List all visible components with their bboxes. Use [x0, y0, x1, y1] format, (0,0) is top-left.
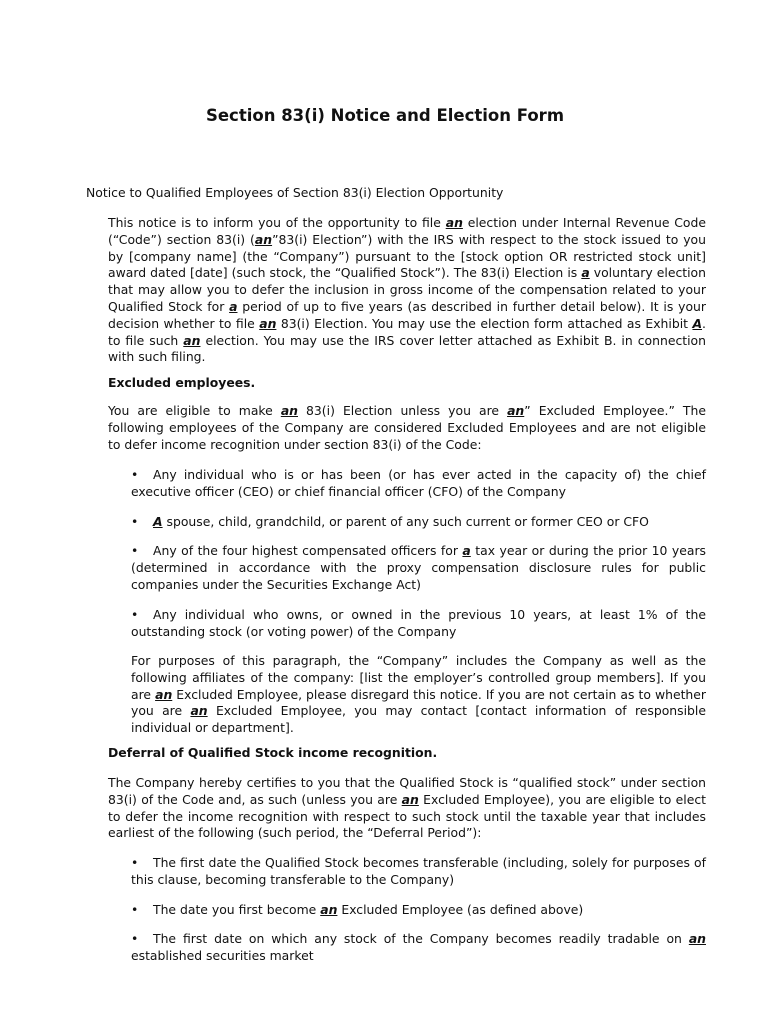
excluded-bullet-owners: • Any individual who owns, or owned in the previous 10 years, at least 1% of the outstanding stock (or voting power) of the Company [131, 607, 706, 639]
excluded-employees-heading: Excluded employees. [108, 375, 256, 390]
bullet-icon: • [131, 607, 139, 622]
form-title: Section 83(i) Notice and Election Form [205, 106, 565, 125]
excluded-bullet-officers: • Any of the four highest compensated officers for a tax year or during the prior 10 years (determined in accordance with the proxy compensation disclosure rules for public companies under the Securities Exchange Act) [131, 543, 706, 592]
purposes-paragraph: For purposes of this paragraph, the “Company” includes the Company as well as the following affiliates of the company: [list the employer’s controlled group members]. If you are an Excluded Employee, please disregard this notice. If you are not certain as to whether you are an Excluded Employee, you may contact [contact information of responsible individual or department]. [131, 653, 706, 736]
notice-paragraph: This notice is to inform you of the opportunity to file an election under Internal Revenue Code (“Code”) section 83(i) (an”83(i) Election”) with the IRS with respect to the stock issued to you by [company name] (the “Company”) pursuant to the [stock option OR restricted stock unit] award dated [date] (such stock, the “Qualified Stock”). The 83(i) Election is a voluntary election that may allow you to defer the inclusion in gross income of the compensation related to your Qualified Stock for a period of up to five years (as described in further detail below). It is your decision whether to file an 83(i) Election. You may use the election form attached as Exhibit A. to file such an election. You may use the IRS cover letter attached as Exhibit B. in connection with such filing. [108, 215, 707, 365]
bullet-icon: • [131, 931, 139, 946]
bullet-icon: • [131, 543, 139, 558]
bullet-icon: • [131, 902, 139, 917]
deferral-bullet-tradable: • The first date on which any stock of the Company becomes readily tradable on an established securities market [131, 931, 706, 963]
bullet-icon: • [131, 514, 139, 529]
eligibility-paragraph: You are eligible to make an 83(i) Election unless you are an” Excluded Employee.” The following employees of the Company are considered Excluded Employees and are not eligible to defer income recognition under section 83(i) of the Code: [108, 403, 706, 452]
bullet-icon: • [131, 855, 139, 870]
deferral-bullet-transferable: • The first date the Qualified Stock becomes transferable (including, solely for purposes of this clause, becoming transferable to the Company) [131, 855, 706, 887]
certification-paragraph: The Company hereby certifies to you that the Qualified Stock is “qualified stock” under section 83(i) of the Code and, as such (unless you are an Excluded Employee), you are eligible to elect to defer the income recognition with respect to such stock until the taxable year that includes earliest of the following (such period, the “Deferral Period”): [108, 775, 706, 841]
deferral-bullet-excluded: • The date you first become an Excluded Employee (as defined above) [131, 902, 584, 917]
bullet-icon: • [131, 467, 139, 482]
deferral-heading: Deferral of Qualified Stock income recognition. [108, 745, 438, 760]
excluded-bullet-ceo-cfo: • Any individual who is or has been (or has ever acted in the capacity of) the chief executive officer (CEO) or chief financial officer (CFO) of the Company [131, 467, 706, 499]
excluded-bullet-family: • A spouse, child, grandchild, or parent of any such current or former CEO or CFO [131, 514, 649, 529]
notice-heading: Notice to Qualified Employees of Section 83(i) Election Opportunity [86, 185, 504, 200]
